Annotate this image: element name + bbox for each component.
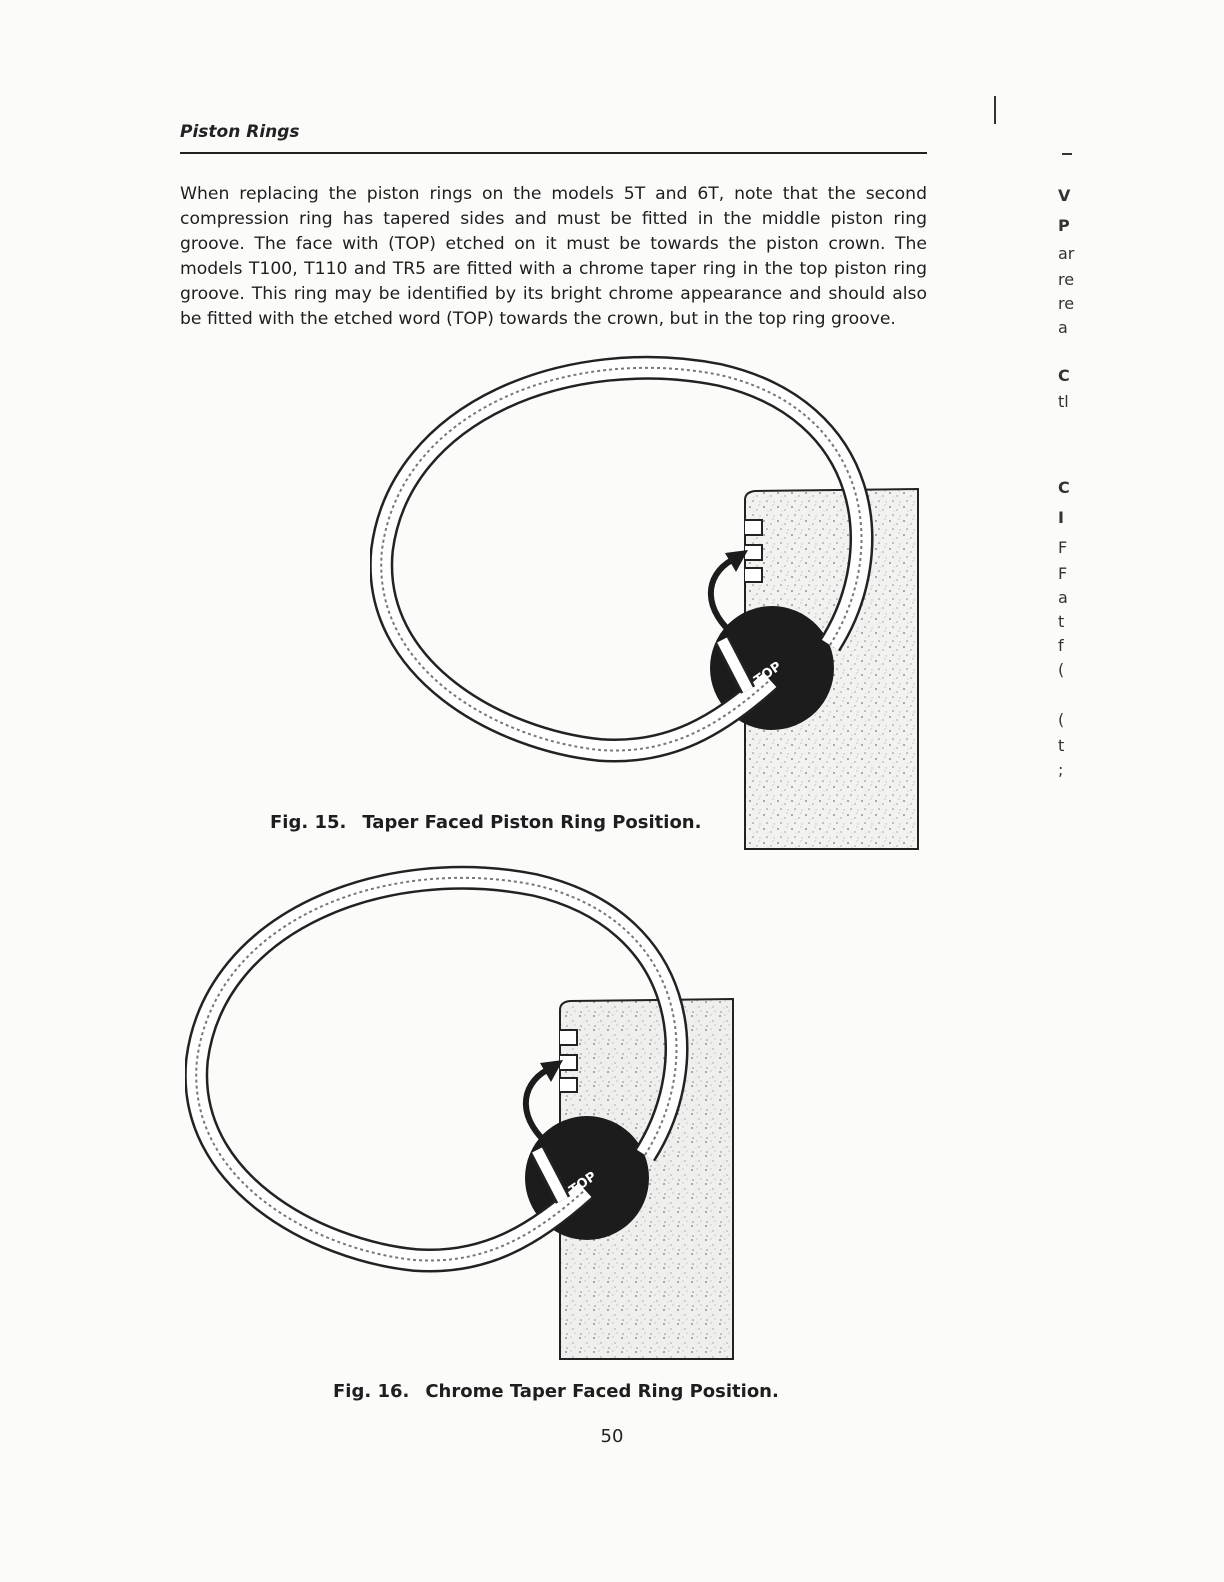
bleed-char: F <box>1058 564 1068 583</box>
figure-15-title: Taper Faced Piston Ring Position. <box>362 812 702 833</box>
ring-grooves <box>560 1030 577 1092</box>
figure-16-svg <box>185 860 745 1370</box>
bleed-char: C <box>1058 366 1070 385</box>
page-number: 50 <box>600 1426 624 1447</box>
stray-mark <box>1062 153 1072 155</box>
bleed-char: P <box>1058 216 1070 235</box>
ring-top-label: TOP <box>566 1169 600 1199</box>
bleed-char: re <box>1058 270 1075 289</box>
body-paragraph: When replacing the piston rings on the models 5T and 6T, note that the second compression ring has tapered sides and must be fitted in the middle piston ring groove. The face with (TOP) etched on it must be towards the piston crown. The models T100, T110 and TR5 are fitted with a chrome taper ring in the top piston ring groove. This ring may be identified by its bright chrome appearance and should also be fitted with the etched word (TOP) towards the crown, but in the top ring groove. <box>180 184 927 329</box>
bleed-char: t <box>1058 736 1065 755</box>
running-header <box>180 122 927 154</box>
bleed-char: tl <box>1058 392 1069 411</box>
stray-mark <box>994 96 996 124</box>
figure-16-caption <box>333 1381 779 1402</box>
bleed-char: F <box>1058 538 1068 557</box>
bleed-char: ar <box>1058 244 1075 263</box>
bleed-char: C <box>1058 478 1070 497</box>
figure-15-caption <box>270 812 701 833</box>
figure-15-number: Fig. 15. <box>270 812 347 833</box>
figure-16-title: Chrome Taper Faced Ring Position. <box>425 1381 779 1402</box>
bleed-char: ( <box>1058 710 1065 729</box>
bleed-char: I <box>1058 508 1064 527</box>
bleed-char: a <box>1058 588 1068 607</box>
figure-15-svg <box>370 350 930 860</box>
ring-grooves <box>745 520 762 582</box>
bleed-char: ; <box>1058 760 1064 779</box>
bleed-char: f <box>1058 636 1064 655</box>
bleed-char: a <box>1058 318 1068 337</box>
bleed-char: t <box>1058 612 1065 631</box>
figure-16-number: Fig. 16. <box>333 1381 410 1402</box>
bleed-char: V <box>1058 186 1071 205</box>
ring-top-label: TOP <box>751 659 785 689</box>
figure-15-illustration <box>370 350 930 860</box>
bleed-char: ( <box>1058 660 1065 679</box>
figure-16-illustration <box>185 860 745 1370</box>
bleed-char: re <box>1058 294 1075 313</box>
header-title: Piston Rings <box>180 122 300 142</box>
